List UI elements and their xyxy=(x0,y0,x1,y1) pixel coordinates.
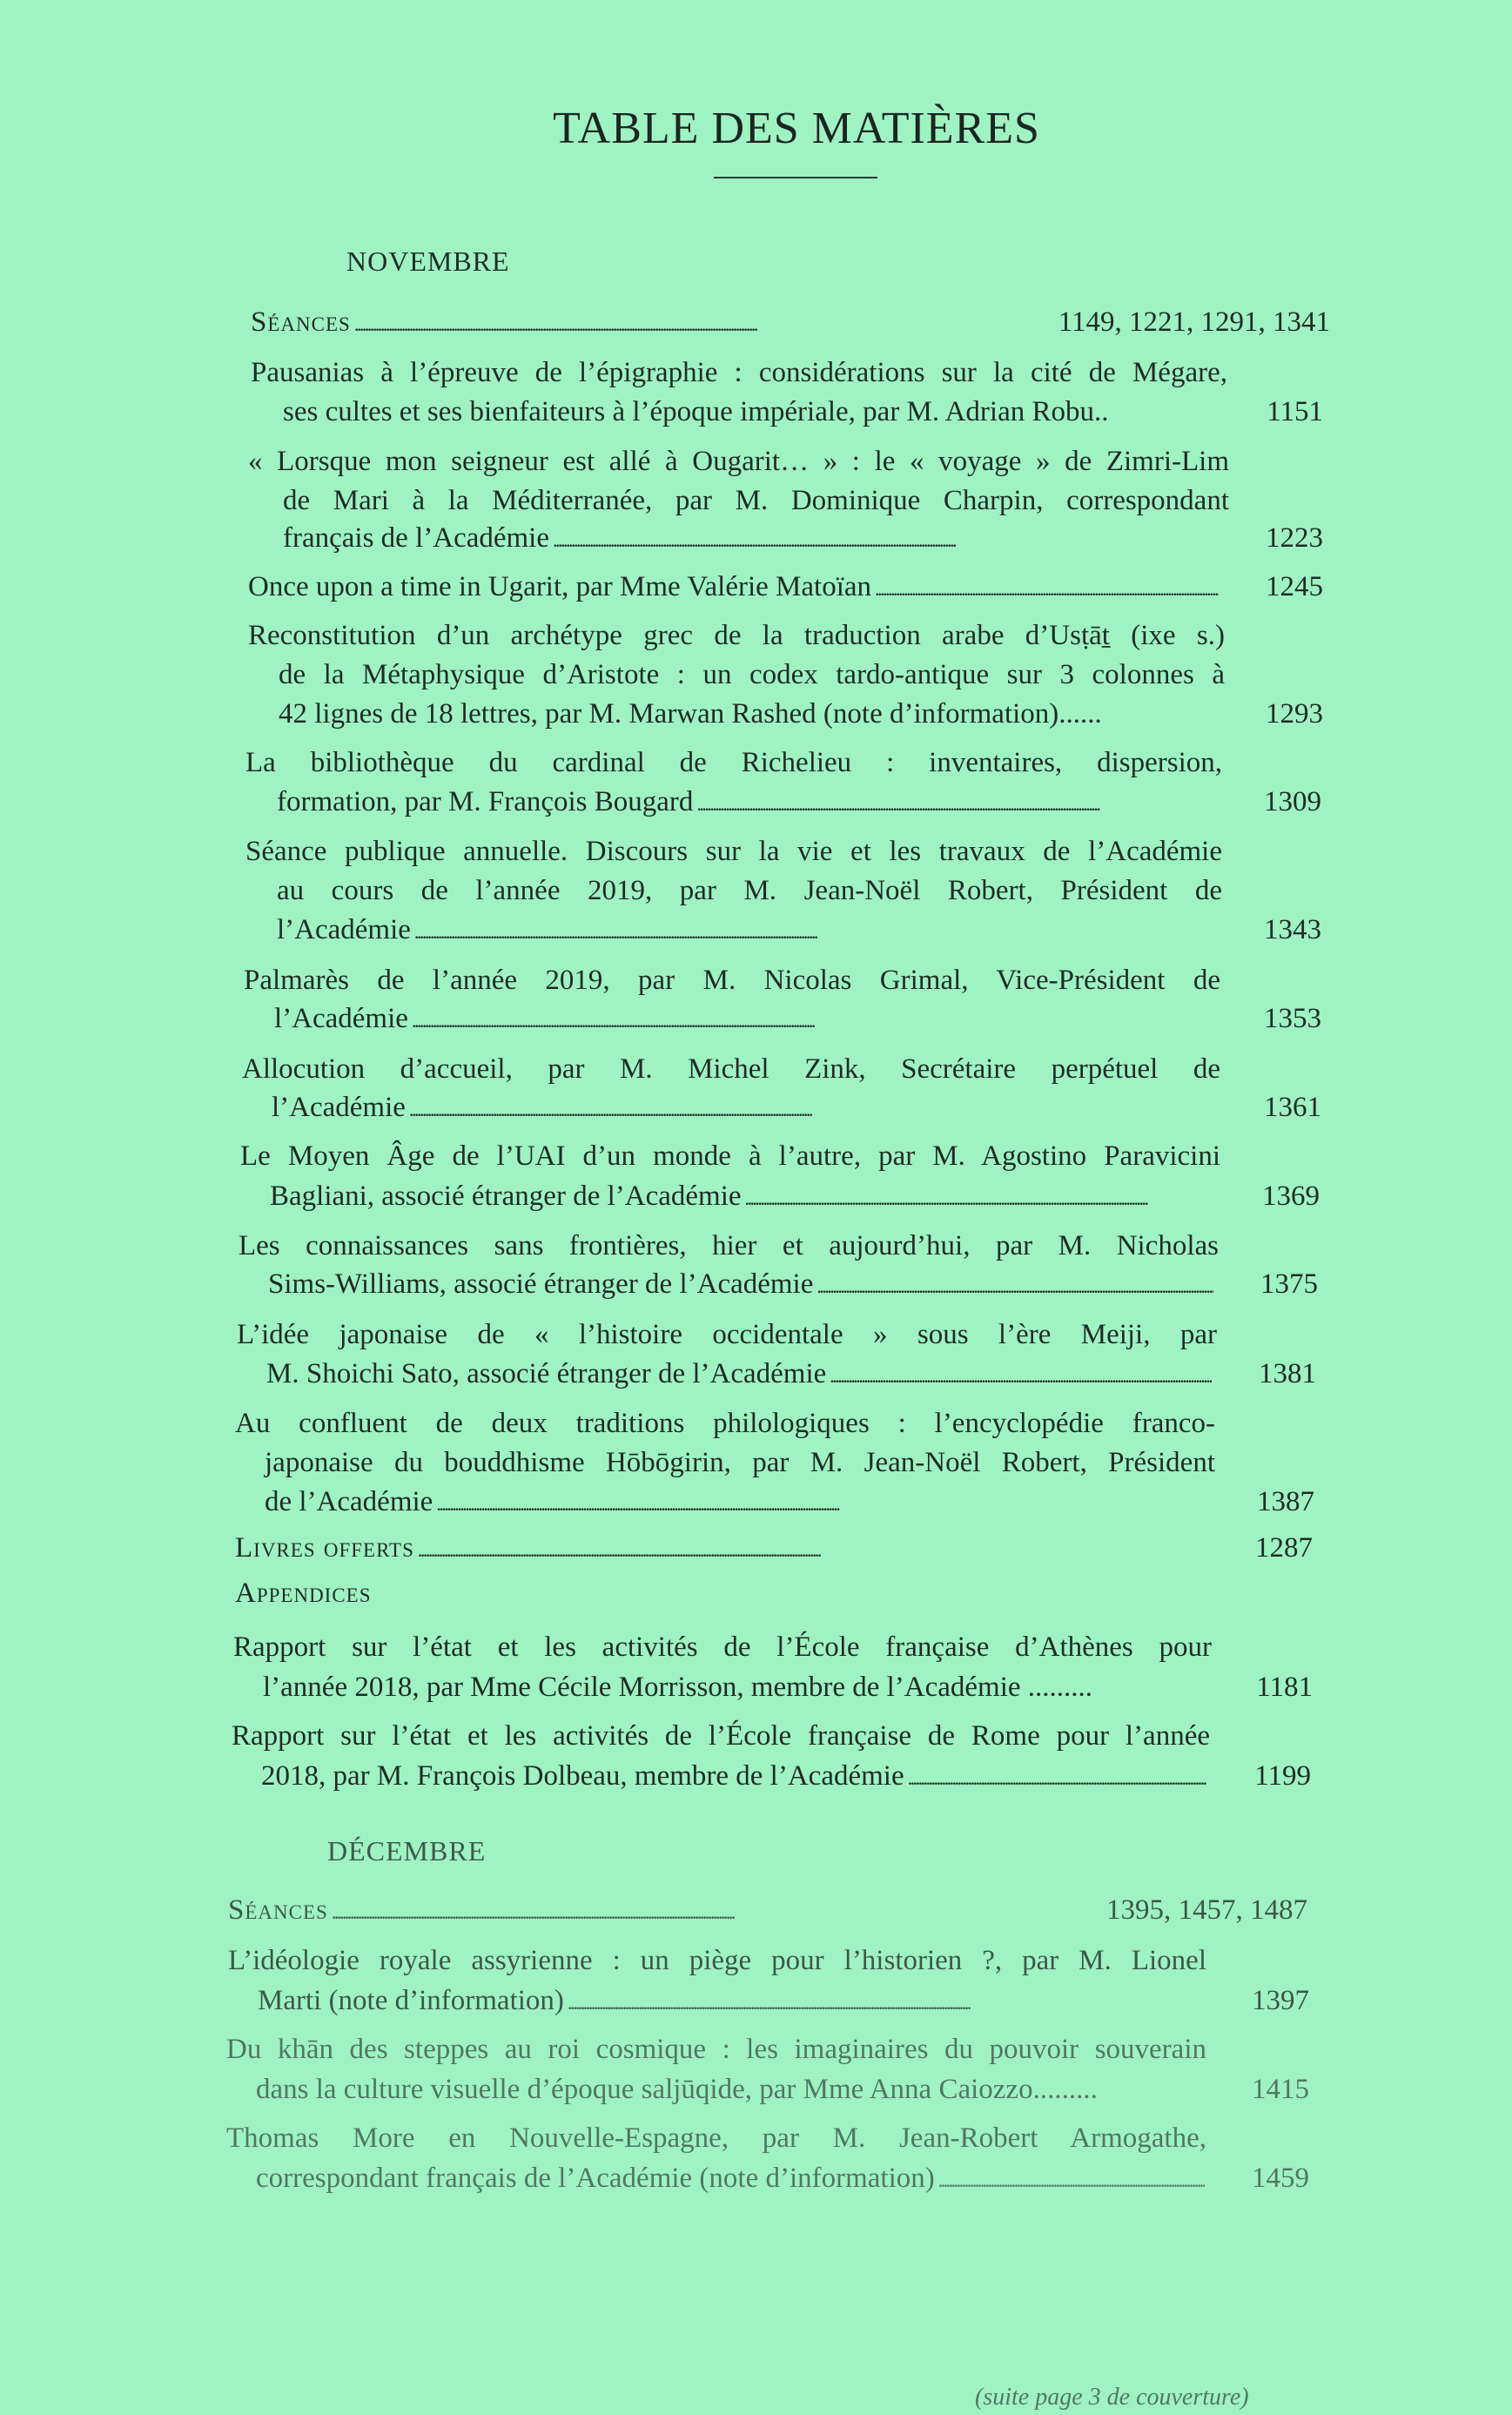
toc-entry-line: Du khān des steppes au roi cosmique : les imaginaires du pouvoir souverain xyxy=(226,2034,1206,2065)
toc-entry-line: Le Moyen Âge de l’UAI d’un monde à l’autre, par M. Agostino Paravicini xyxy=(240,1140,1220,1172)
page-number: 1415 xyxy=(1252,2074,1309,2105)
seances-label: Séances xyxy=(251,306,351,338)
page-number: 1387 xyxy=(1257,1486,1314,1517)
toc-entry-last-line: Sims-Williams, associé étranger de l’Académie . . . 1375 xyxy=(268,1268,1318,1301)
month-heading-novembre: NOVEMBRE xyxy=(346,246,510,277)
page-number: 1287 xyxy=(1255,1532,1313,1564)
page-title: TABLE DES MATIÈRES xyxy=(553,104,1040,153)
toc-entry-last-line: Once upon a time in Ugarit, par Mme Valérie Matoïan . . . 1245 xyxy=(248,571,1323,603)
page-number: 1181 xyxy=(1256,1672,1313,1703)
page-number: 1369 xyxy=(1262,1181,1320,1212)
toc-entry-line: de la Métaphysique d’Aristote : un codex tardo-antique sur 3 colonnes à xyxy=(279,659,1225,690)
toc-entry-line: au cours de l’année 2019, par M. Jean-Noël Robert, Président de xyxy=(277,875,1222,906)
toc-entry-last-line: M. Shoichi Sato, associé étranger de l’Académie . . . 1381 xyxy=(266,1358,1316,1390)
leader-dots xyxy=(414,914,1217,946)
leader-dots xyxy=(696,786,1217,818)
month-heading-decembre: DÉCEMBRE xyxy=(327,1835,487,1867)
page-number: 1343 xyxy=(1264,914,1321,945)
toc-entry-last-line: dans la culture visuelle d’époque saljūqide, par Mme Anna Caiozzo......... 1415 xyxy=(256,2074,1309,2105)
page-number: 1361 xyxy=(1264,1092,1321,1123)
toc-entry-last-line: l’Académie . . . 1353 xyxy=(274,1003,1321,1035)
leader-dots xyxy=(412,1003,1217,1035)
toc-entry-last-line: Marti (note d’information) . . . 1397 xyxy=(258,1985,1309,2017)
page-number: 1245 xyxy=(1266,571,1323,602)
leader-dots xyxy=(553,522,1219,555)
toc-entry-last-line: français de l’Académie . . . 1223 xyxy=(283,522,1323,555)
appendices-heading: Appendices xyxy=(235,1577,372,1609)
page-number: 1353 xyxy=(1264,1003,1321,1034)
toc-entry-line: japonaise du bouddhisme Hōbōgirin, par M. Jean-Noël Robert, Président xyxy=(265,1447,1215,1478)
seances-pages: 1149, 1221, 1291, 1341 xyxy=(1058,306,1330,338)
leader-dots xyxy=(409,1092,1217,1124)
toc-entry-line: Rapport sur l’état et les activités de l’École française d’Athènes pour xyxy=(233,1631,1212,1663)
toc-entry-last-line: correspondant français de l’Académie (note d’information) . . . 1459 xyxy=(256,2163,1309,2195)
page-number: 1375 xyxy=(1260,1268,1318,1300)
leader-dots xyxy=(938,2163,1205,2195)
title-rule xyxy=(714,177,877,178)
leader-dots xyxy=(332,1894,1106,1927)
leader-dots xyxy=(568,1985,1205,2017)
toc-entry-line: Thomas More en Nouvelle-Espagne, par M. Jean-Robert Armogathe, xyxy=(226,2122,1206,2154)
leader-dots xyxy=(354,306,1058,339)
toc-entry-line: Palmarès de l’année 2019, par M. Nicolas Grimal, Vice-Président de xyxy=(244,965,1220,996)
toc-entry-last-line: l’Académie . . . 1343 xyxy=(277,914,1321,946)
toc-entry-line: Pausanias à l’épreuve de l’épigraphie : considérations sur la cité de Mégare, xyxy=(251,357,1227,388)
seances-pages: 1395, 1457, 1487 xyxy=(1106,1894,1307,1926)
seances-row-decembre xyxy=(228,1894,1307,1927)
toc-entry-last-line: formation, par M. François Bougard . . . 1309 xyxy=(277,786,1321,818)
toc-entry-line: Séance publique annuelle. Discours sur la vie et les travaux de l’Académie xyxy=(245,836,1222,867)
leader-dots xyxy=(908,1760,1206,1793)
toc-entry-line: Les connaissances sans frontières, hier et aujourd’hui, par M. Nicholas xyxy=(239,1230,1219,1261)
toc-entry-line: Reconstitution d’un archétype grec de la traduction arabe d’Usṭāṯ (ixe s.) xyxy=(248,620,1225,651)
toc-entry-line: Allocution d’accueil, par M. Michel Zink, Secrétaire perpétuel de xyxy=(242,1053,1220,1085)
seances-label: Séances xyxy=(228,1894,328,1926)
toc-entry-line: La bibliothèque du cardinal de Richelieu : inventaires, dispersion, xyxy=(245,747,1222,778)
toc-entry-last-line: 42 lignes de 18 lettres, par M. Marwan Rashed (note d’information)...... 1293 xyxy=(279,698,1323,730)
leader-dots xyxy=(875,571,1219,603)
toc-entry-last-line: l’année 2018, par Mme Cécile Morrisson, membre de l’Académie ......... 1181 xyxy=(263,1672,1313,1703)
page-number: 1199 xyxy=(1254,1760,1311,1792)
leader-dots xyxy=(745,1181,1215,1213)
page-number: 1309 xyxy=(1264,786,1321,817)
page-number: 1293 xyxy=(1266,698,1323,730)
leader-dots xyxy=(830,1358,1212,1390)
toc-entry-last-line: de l’Académie . . . 1387 xyxy=(265,1486,1314,1518)
page-number: 1151 xyxy=(1267,396,1323,427)
toc-entry-last-line: Bagliani, associé étranger de l’Académie . . . 1369 xyxy=(270,1181,1320,1213)
seances-row-novembre xyxy=(251,306,1330,339)
toc-entry-line: L’idéologie royale assyrienne : un piège pour l’historien ?, par M. Lionel xyxy=(228,1945,1206,1976)
toc-entry-last-line: 2018, par M. François Dolbeau, membre de l’Académie . . . 1199 xyxy=(261,1760,1311,1793)
continuation-note: (suite page 3 de couverture) xyxy=(975,2384,1249,2411)
toc-entry-line: Rapport sur l’état et les activités de l’École française de Rome pour l’année xyxy=(232,1720,1210,1752)
toc-entry-line: L’idée japonaise de « l’histoire occidentale » sous l’ère Meiji, par xyxy=(237,1319,1217,1350)
page-number: 1397 xyxy=(1252,1985,1309,2016)
toc-entry-last-line: ses cultes et ses bienfaiteurs à l’époque impériale, par M. Adrian Robu.. 1151 xyxy=(283,396,1323,427)
toc-entry-line: de Mari à la Méditerranée, par M. Dominique Charpin, correspondant xyxy=(283,485,1229,516)
page-number: 1381 xyxy=(1259,1358,1316,1389)
leader-dots xyxy=(436,1486,1210,1518)
leader-dots xyxy=(816,1268,1213,1301)
toc-entry-last-line: l’Académie . . . 1361 xyxy=(272,1092,1321,1124)
leader-dots xyxy=(418,1532,1255,1564)
page-number: 1459 xyxy=(1252,2163,1309,2194)
livres-offerts-row: Livres offerts . . . 1287 xyxy=(235,1532,1313,1564)
toc-entry-line: « Lorsque mon seigneur est allé à Ougarit… » : le « voyage » de Zimri-Lim xyxy=(248,446,1229,477)
page-number: 1223 xyxy=(1266,522,1323,554)
toc-entry-line: Au confluent de deux traditions philologiques : l’encyclopédie franco- xyxy=(235,1408,1215,1439)
